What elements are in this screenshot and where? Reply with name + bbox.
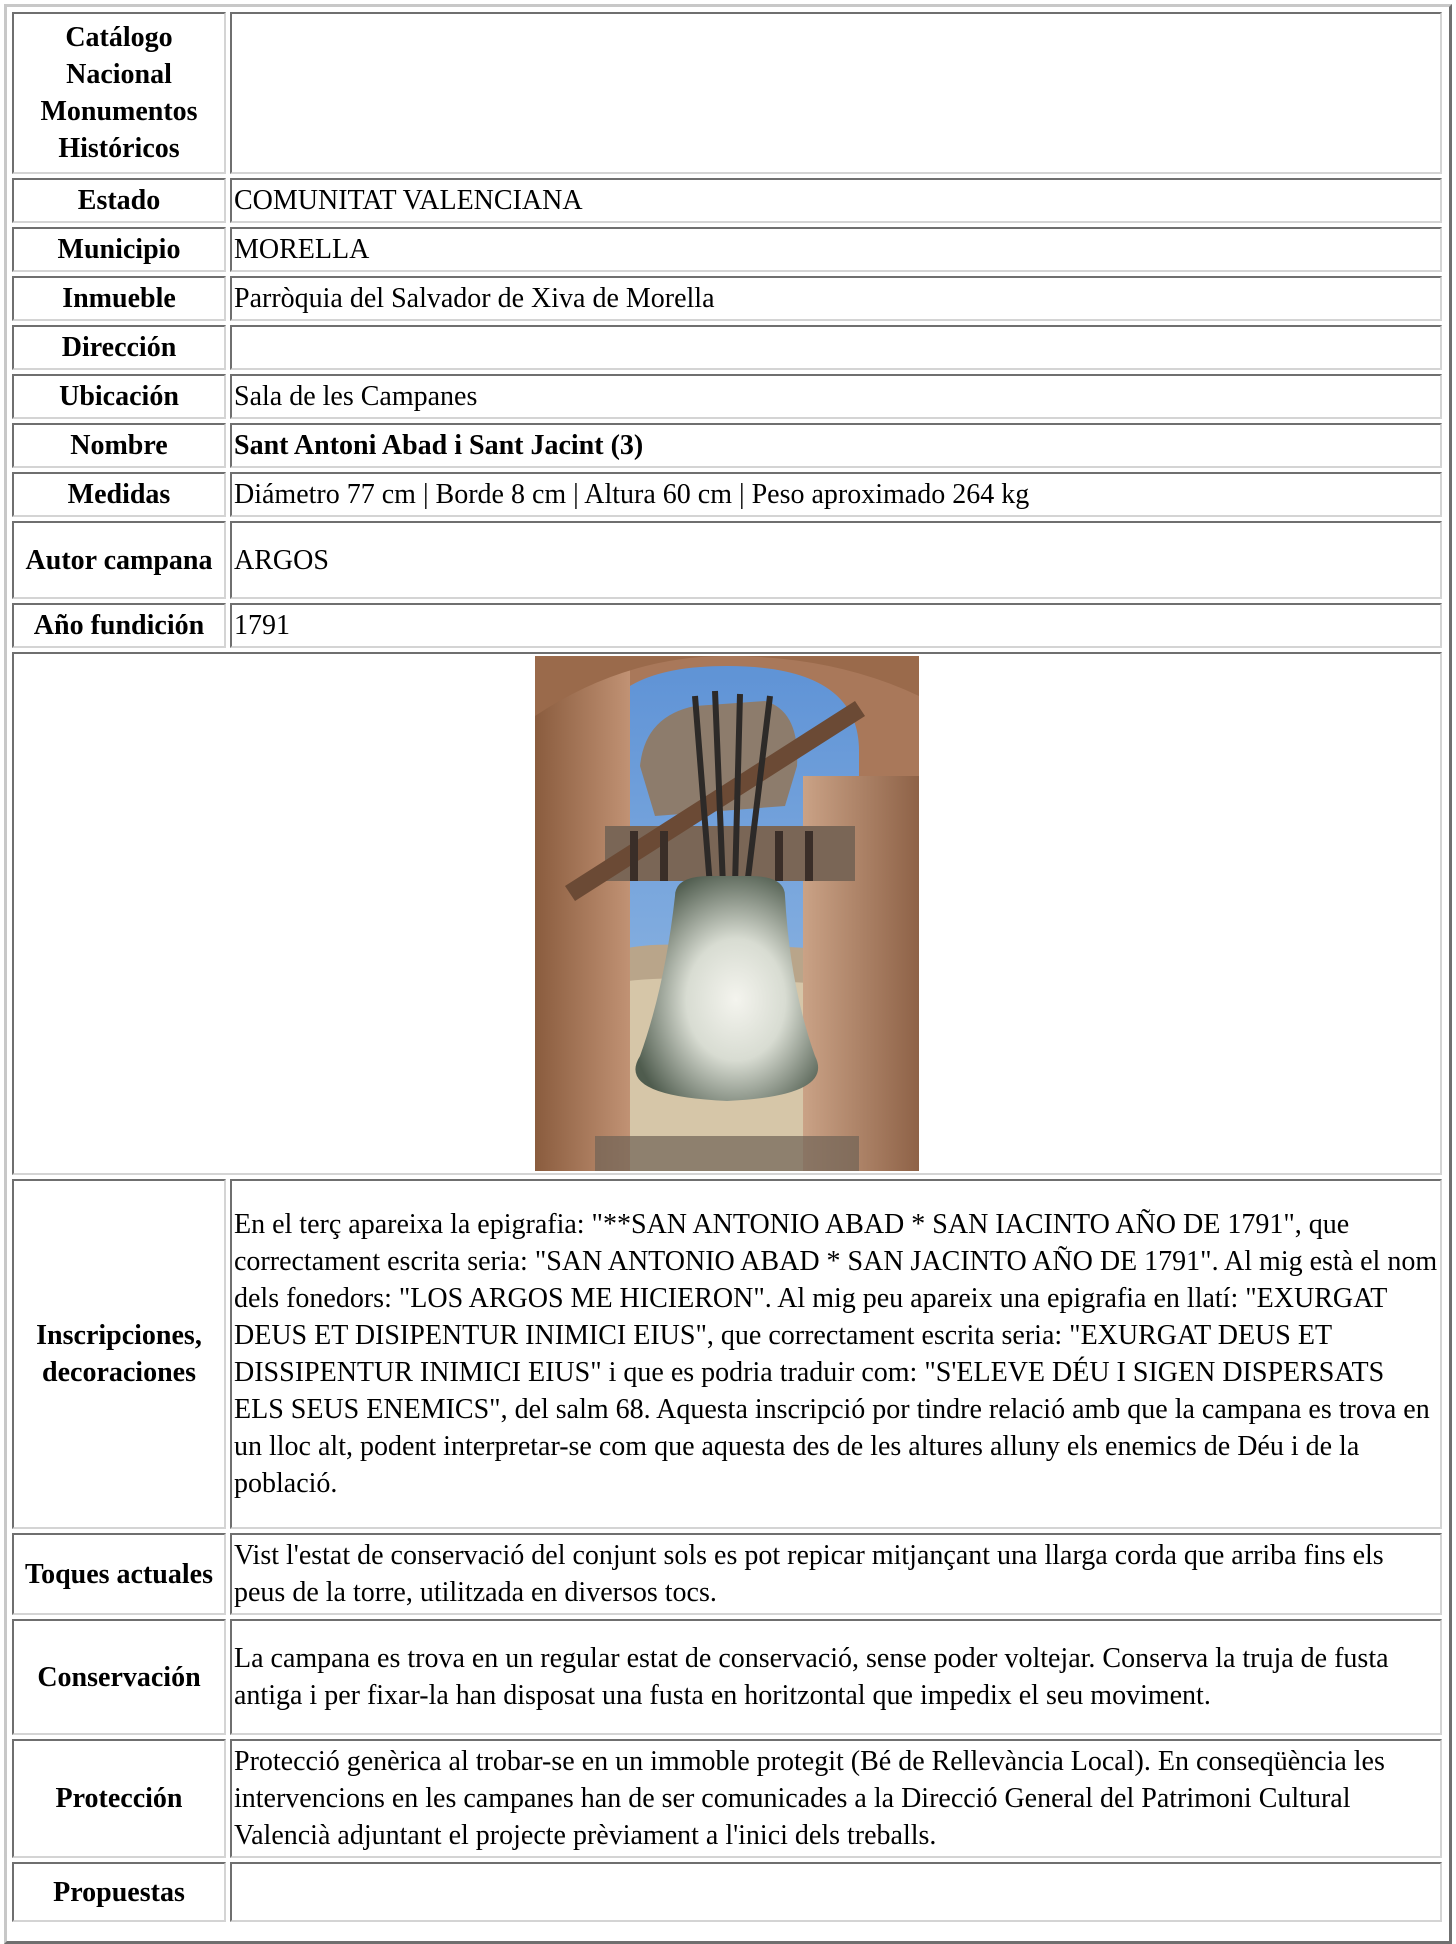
value-medidas: Diámetro 77 cm | Borde 8 cm | Altura 60 cm | Peso aproximado 264 kg [230,472,1442,517]
value-estado: COMUNITAT VALENCIANA [230,178,1442,223]
value-municipio: MORELLA [230,227,1442,272]
label-autor: Autor campana [12,521,226,599]
row-direccion [12,325,1442,370]
value-conservacion: La campana es trova en un regular estat de conservació, sense poder voltejar. Conserva la truja de fusta antiga i per fixar-la han disposat una fusta en horitzontal que impedix el seu moviment. [230,1619,1442,1735]
label-medidas: Medidas [12,472,226,517]
value-inscripciones: En el terç apareixa la epigrafia: "**SAN ANTONIO ABAD * SAN IACINTO AÑO DE 1791", que correctament escrita seria: "SAN ANTONIO ABAD * SAN JACINTO AÑO DE 1791". Al mig està el nom dels fonedors: "LOS ARGOS ME HICIERON". Al mig peu apareix una epigrafia en llatí: "EXURGAT DEUS ET DISIPENTUR INIMICI EIUS", que correctament escrita seria: "EXURGAT DEUS ET DISSIPENTUR INIMICI EIUS" i que es podria traduir com: "S'ELEVE DÉU I SIGEN DISPERSATS ELS SEUS ENEMICS", del salm 68. Aquesta inscripció por tindre relació amb que la campana es trova en un lloc alt, podent interpretar-se com que aquesta des de les altures alluny els enemics de Déu i de la població. [230,1179,1442,1529]
value-nombre: Sant Antoni Abad i Sant Jacint (3) [230,423,1442,468]
row-nombre [12,423,1442,468]
row-toques [12,1533,1442,1615]
row-municipio [12,227,1442,272]
label-conservacion: Conservación [12,1619,226,1735]
row-inmueble [12,276,1442,321]
label-catalogo: Catálogo Nacional Monumentos Históricos [12,12,226,174]
label-estado: Estado [12,178,226,223]
row-estado [12,178,1442,223]
label-nombre: Nombre [12,423,226,468]
label-toques: Toques actuales [12,1533,226,1615]
label-direccion: Dirección [12,325,226,370]
value-propuestas [230,1862,1442,1922]
label-ubicacion: Ubicación [12,374,226,419]
value-autor: ARGOS [230,521,1442,599]
value-ano: 1791 [230,603,1442,648]
value-ubicacion: Sala de les Campanes [230,374,1442,419]
row-catalogo [12,12,1442,174]
row-inscripciones [12,1179,1442,1529]
value-inmueble: Parròquia del Salvador de Xiva de Morella [230,276,1442,321]
row-conservacion [12,1619,1442,1735]
value-catalogo [230,12,1442,174]
row-ubicacion [12,374,1442,419]
row-propuestas [12,1862,1442,1922]
row-medidas [12,472,1442,517]
bell-photo [535,656,919,1171]
row-proteccion [12,1739,1442,1858]
row-autor [12,521,1442,599]
label-municipio: Municipio [12,227,226,272]
label-propuestas: Propuestas [12,1862,226,1922]
value-direccion [230,325,1442,370]
label-ano: Año fundición [12,603,226,648]
row-ano [12,603,1442,648]
label-proteccion: Protección [12,1739,226,1858]
value-proteccion: Protecció genèrica al trobar-se en un immoble protegit (Bé de Rellevància Local). En conseqüència les intervencions en les campanes han de ser comunicades a la Direcció General del Patrimoni Cultural Valencià adjuntant el projecte prèviament a l'inici dels treballs. [230,1739,1442,1858]
bell-catalog-table [8,8,1446,1926]
photo-cell [12,652,1442,1175]
label-inscripciones: Inscripciones, decoraciones [12,1179,226,1529]
value-toques: Vist l'estat de conservació del conjunt sols es pot repicar mitjançant una llarga corda que arriba fins els peus de la torre, utilitzada en diversos tocs. [230,1533,1442,1615]
row-photo [12,652,1442,1175]
label-inmueble: Inmueble [12,276,226,321]
